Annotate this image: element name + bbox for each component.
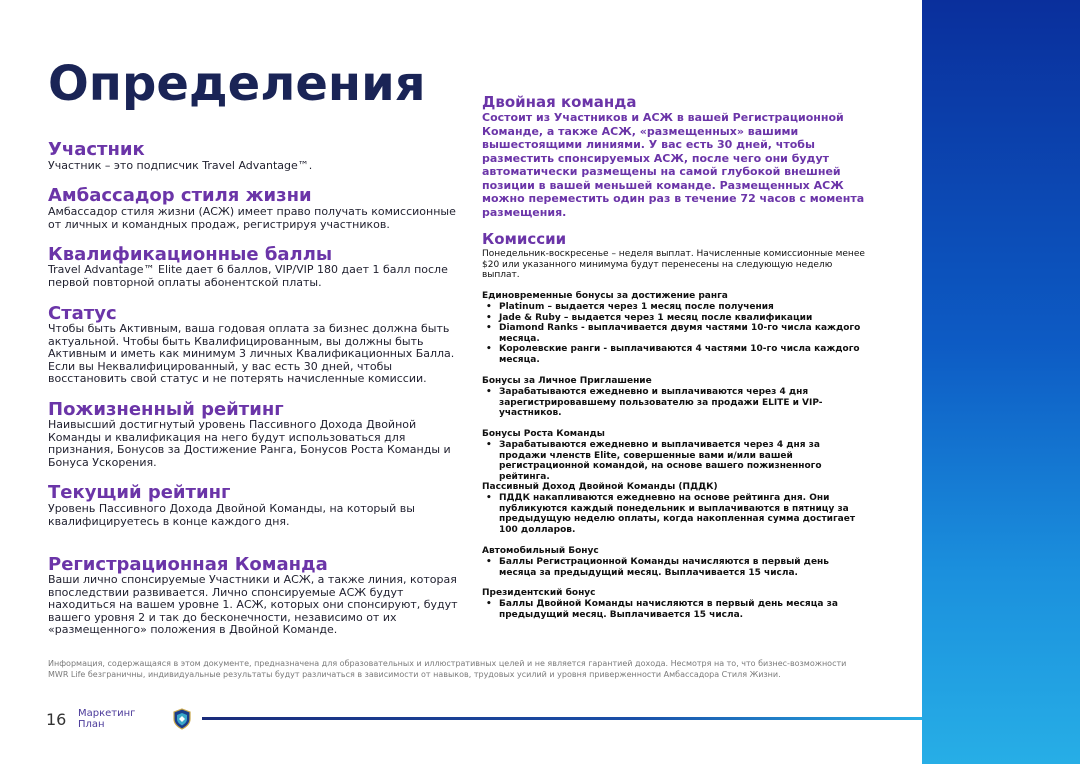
page-title: Определения bbox=[48, 56, 426, 112]
list-car-bonus bbox=[482, 557, 867, 578]
list-item: • Баллы Двойной Команды начисляются в первый день месяца за предыдущий месяц. Выплачивается 15 числа. bbox=[482, 599, 867, 620]
subheading-passive-income: Пассивный Доход Двойной Команды (ПДДК) bbox=[482, 482, 718, 492]
subheading-rank-bonus: Единовременные бонусы за достижение ранга bbox=[482, 291, 728, 301]
text-status: Чтобы быть Активным, ваша годовая оплата за бизнес должна быть актуальной. Чтобы быть Квалифицированным, вы должны быть Активным и иметь как минимум 3 личных Квалификационных Балла. Если вы Неквалифицированный, у вас есть 30 дней, чтобы восстановить свой статус и не потерять начисленные комиссии. bbox=[48, 322, 455, 386]
subheading-president-bonus: Президентский бонус bbox=[482, 588, 596, 598]
heading-registration-team: Регистрационная Команда bbox=[48, 554, 328, 575]
footer-divider-line bbox=[202, 717, 922, 720]
page-number: 16 bbox=[46, 710, 67, 729]
subheading-team-growth: Бонусы Роста Команды bbox=[482, 429, 605, 439]
heading-ambassador: Амбассадор стиля жизни bbox=[48, 185, 312, 206]
heading-lifetime-rank: Пожизненный рейтинг bbox=[48, 399, 284, 420]
list-item: • Platinum – выдается через 1 месяц после получения bbox=[482, 302, 867, 313]
subheading-car-bonus: Автомобильный Бонус bbox=[482, 546, 599, 556]
decorative-side-band bbox=[922, 0, 1080, 764]
list-item: • Баллы Регистрационной Команды начисляются в первый день месяца за предыдущий месяц. Выплачивается 15 числа. bbox=[482, 557, 867, 578]
text-lifetime-rank: Наивысший достигнутый уровень Пассивного Дохода Двойной Команды и квалификация на него будут использоваться для признания, Бонусов за Достижение Ранга, Бонусов Роста Команды и Бонуса Ускорения. bbox=[48, 418, 451, 469]
subheading-personal-invite: Бонусы за Личное Приглашение bbox=[482, 376, 652, 386]
heading-qualification-points: Квалификационные баллы bbox=[48, 244, 333, 265]
heading-status: Статус bbox=[48, 303, 117, 324]
text-registration-team: Ваши лично спонсируемые Участники и АСЖ, а также линия, которая впоследствии развивается. Лично спонсируемые АСЖ будут находиться на вашем уровне 1. АСЖ, которых они спонсируют, будут вашего уровня 2 и так до бесконечности, независимо от их «размещенного» положения в Двойной Команде. bbox=[48, 573, 458, 637]
text-current-rank: Уровень Пассивного Дохода Двойной Команды, на который вы квалифицируетесь в конце каждого дня. bbox=[48, 502, 415, 528]
footer-label-line1: Маркетинг bbox=[78, 708, 136, 719]
list-item: • Diamond Ranks - выплачивается двумя частями 10-го числа каждого месяца. bbox=[482, 323, 867, 344]
list-item: • Зарабатываются ежедневно и выплачивается через 4 дня за продажи членств Elite, совершенные вами и/или вашей регистрационной командой, на основе вашего пожизненного рейтинга. bbox=[482, 440, 867, 482]
text-qualification-points: Travel Advantage™ Elite дает 6 баллов, VIP/VIP 180 дает 1 балл после первой повторной оплаты абонентской платы. bbox=[48, 263, 448, 289]
heading-participant: Участник bbox=[48, 139, 145, 160]
text-participant: Участник – это подписчик Travel Advantage™. bbox=[48, 159, 313, 172]
heading-commissions: Комиссии bbox=[482, 230, 567, 248]
heading-current-rank: Текущий рейтинг bbox=[48, 482, 231, 503]
list-item: • Королевские ранги - выплачиваются 4 частями 10-го числа каждого месяца. bbox=[482, 344, 867, 365]
disclaimer-text: Информация, содержащаяся в этом документе, предназначена для образовательных и иллюстративных целей и не является гарантией дохода. Несмотря на то, что бизнес-возможности MWR Life безграничны, индивидуальные результаты будут различаться в зависимости от навыков, трудовых усилий и уровня приверженности Амбассадора Стиля Жизни. bbox=[48, 659, 847, 679]
list-rank-bonus bbox=[482, 302, 867, 366]
footer-label-line2: План bbox=[78, 719, 105, 730]
footer-label bbox=[78, 708, 135, 730]
list-team-growth bbox=[482, 440, 867, 482]
shield-crest-icon bbox=[172, 708, 192, 730]
list-item: • ПДДК накапливаются ежедневно на основе рейтинга дня. Они публикуются каждый понедельник и выплачиваются в пятницу за предыдущую неделю оплаты, когда накопленная сумма достигает 100 долларов. bbox=[482, 493, 867, 535]
list-personal-invite bbox=[482, 387, 867, 419]
heading-dual-team: Двойная команда bbox=[482, 93, 637, 111]
text-ambassador: Амбассадор стиля жизни (АСЖ) имеет право получать комиссионные от личных и командных продаж, регистрируя участников. bbox=[48, 205, 456, 231]
list-passive-income bbox=[482, 493, 867, 535]
text-commissions: Понедельник-воскресенье – неделя выплат. Начисленные комиссионные менее $20 или указанного минимума будут перенесены на следующую неделю выплат. bbox=[482, 249, 865, 281]
list-president-bonus bbox=[482, 599, 867, 620]
list-item: • Jade & Ruby – выдается через 1 месяц после квалификации bbox=[482, 313, 867, 324]
list-item: • Зарабатываются ежедневно и выплачиваются через 4 дня зарегистрировавшему пользователю за продажи ELITE и VIP-участников. bbox=[482, 387, 867, 419]
text-dual-team: Состоит из Участников и АСЖ в вашей Регистрационной Команде, а также АСЖ, «размещенных» вашими вышестоящими линиями. У вас есть 30 дней, чтобы разместить спонсируемых АСЖ, после чего они будут автоматически размещены на самой глубокой внешней позиции в вашей меньшей команде. Размещенных АСЖ можно переместить один раз в течение 72 часов с момента размещения. bbox=[482, 111, 865, 219]
